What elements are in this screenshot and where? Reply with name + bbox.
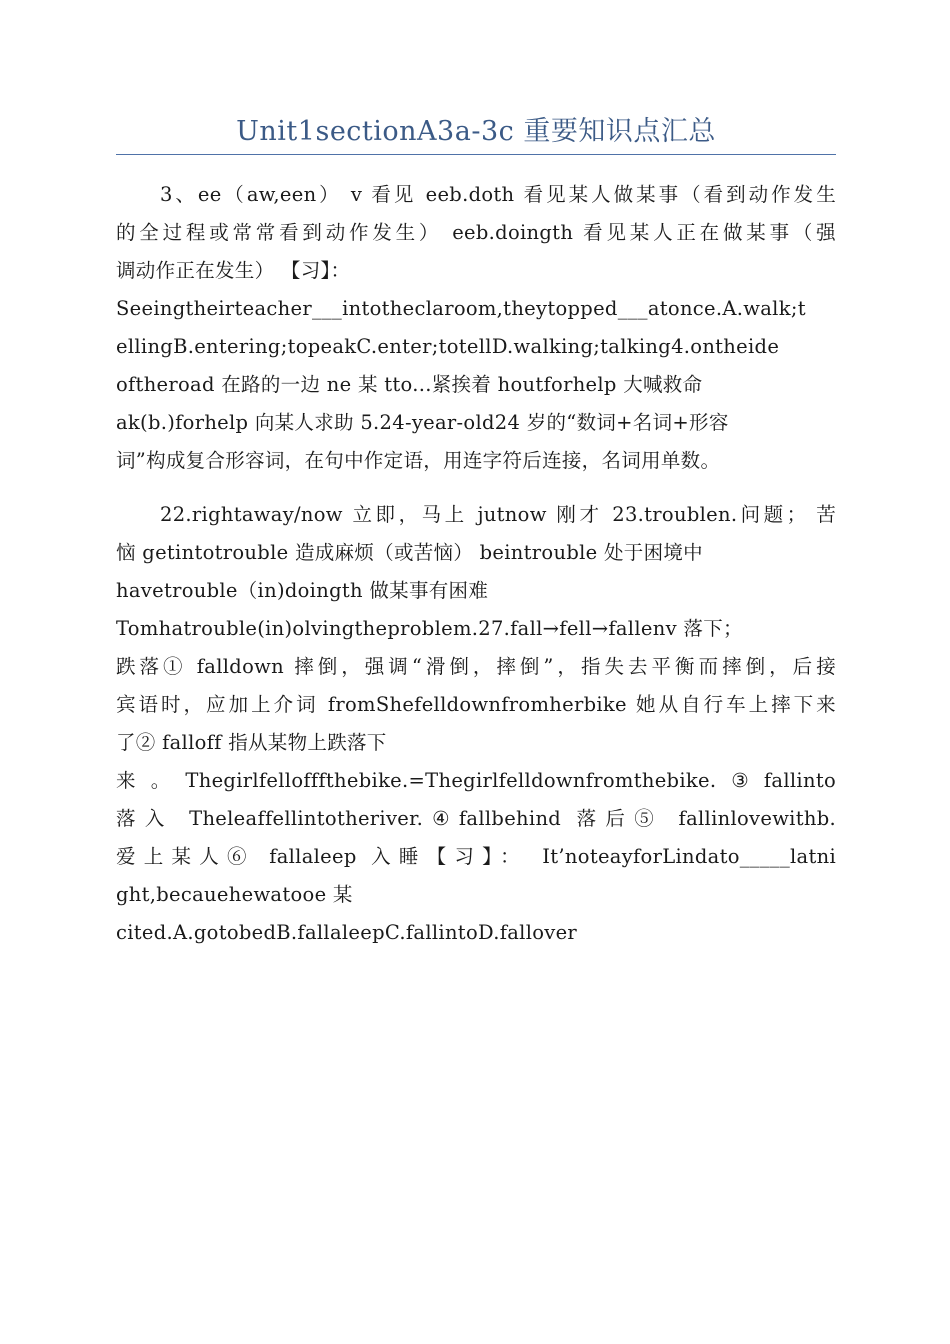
paragraph-1-line-3: 调动作正在发生） 【习】： xyxy=(116,259,351,282)
paragraph-1-line-7: ak(b.)forhelp 向某人求助 5.24-year-old24 岁的“数词+名词+形容 xyxy=(116,411,729,434)
paragraph-2-line-7: 了② falloff 指从某物上跌落下 xyxy=(116,731,387,754)
paragraph-2-line-8: 来。Thegirlfellofffthebike.=Thegirlfelldownfromthebike.③fallinto xyxy=(116,769,836,792)
paragraph-1-line-5: ellingB.entering;topeakC.enter;totellD.walking;talking4.ontheide xyxy=(116,335,780,358)
paragraph-2-line-4: Tomhatrouble(in)olvingtheproblem.27.fall→fell→fallenv 落下； xyxy=(116,617,743,640)
paragraph-2-line-10: 爱上某人⑥ fallaleep 入睡【习】： It’noteayforLindato_____latni xyxy=(116,845,836,868)
paragraph-1-line-4: Seeingtheirteacher___intotheclaroom,theytopped___atonce.A.walk;t xyxy=(116,297,806,320)
paragraph-1-line-2: 的全过程或常常看到动作发生） eeb.doingth 看见某人正在做某事（强 xyxy=(116,221,836,244)
paragraph-2-line-12: cited.A.gotobedB.fallaleepC.fallintoD.fallover xyxy=(116,921,578,944)
paragraph-2-line-1: 22.rightaway/now 立即，马上 jutnow 刚才 23.troublen.问题； 苦 xyxy=(160,503,836,526)
paragraph-2-line-3: havetrouble（in)doingth 做某事有困难 xyxy=(116,579,489,602)
paragraph-2-line-11: ght,becauehewatooe 某 xyxy=(116,883,353,906)
paragraph-spacer xyxy=(116,480,836,496)
paragraph-2-line-9: 落入 Theleaffellintotheriver.④fallbehind 落后⑤ fallinlovewithb. xyxy=(116,807,836,830)
paragraph-1-line-6: oftheroad 在路的一边 ne 某 tto...紧挨着 houtforhelp 大喊救命 xyxy=(116,373,703,396)
document-title: Unit1sectionA3a-3c 重要知识点汇总 xyxy=(236,116,716,147)
document-body xyxy=(116,176,836,952)
paragraph-2-line-6: 宾语时，应加上介词 fromShefelldownfromherbike 她从自行车上摔下来 xyxy=(116,693,836,716)
paragraph-2-line-5: 跌落① falldown 摔倒，强调“滑倒，摔倒”，指失去平衡而摔倒，后接 xyxy=(116,655,836,678)
title-underline xyxy=(116,154,836,155)
paragraph-1-line-1: 3、ee（aw,een） v 看见 eeb.doth 看见某人做某事（看到动作发生 xyxy=(160,183,836,206)
paragraph-1-line-8: 词”构成复合形容词，在句中作定语，用连字符后连接，名词用单数。 xyxy=(116,449,721,472)
paragraph-2-line-2: 恼 getintotrouble 造成麻烦（或苦恼） beintrouble 处于困境中 xyxy=(116,541,703,564)
